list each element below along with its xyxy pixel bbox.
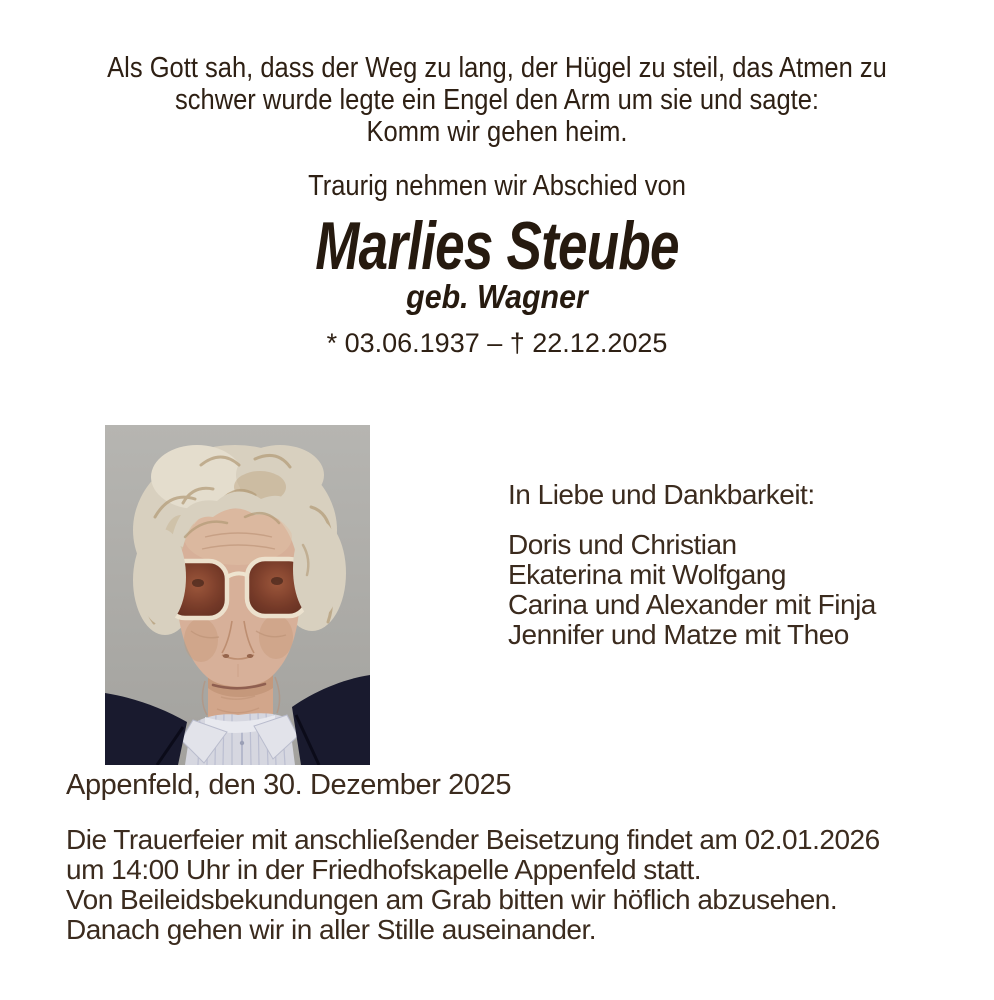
deceased-name: Marlies Steube	[315, 208, 679, 284]
family-line: Doris und Christian	[508, 529, 737, 560]
funeral-line: Die Trauerfeier mit anschließender Beisetzung findet am 02.01.2026	[66, 824, 880, 855]
portrait-photo	[105, 425, 370, 765]
verse-line: schwer wurde legte ein Engel den Arm um sie und sagte:	[174, 84, 820, 116]
condolence-heading: In Liebe und Dankbarkeit:	[508, 479, 815, 510]
funeral-line: Von Beileidsbekundungen am Grab bitten wir höflich abzusehen.	[66, 884, 838, 915]
family-line: Carina und Alexander mit Finja	[508, 589, 876, 620]
verse-line: Komm wir gehen heim.	[366, 116, 628, 148]
life-dates: * 03.06.1937 – † 22.12.2025	[326, 328, 668, 358]
funeral-info	[66, 825, 880, 945]
maiden-name: geb. Wagner	[406, 278, 588, 315]
place-date-line: Appenfeld, den 30. Dezember 2025	[66, 769, 512, 801]
family-line: Ekaterina mit Wolfgang	[508, 559, 786, 590]
funeral-line: Danach gehen wir in aller Stille auseinander.	[66, 914, 597, 945]
family-line: Jennifer und Matze mit Theo	[508, 619, 849, 650]
farewell-intro: Traurig nehmen wir Abschied von	[308, 170, 686, 202]
verse-line: Als Gott sah, dass der Weg zu lang, der Hügel zu steil, das Atmen zu	[107, 52, 887, 84]
condolence-block	[508, 480, 876, 650]
funeral-line: um 14:00 Uhr in der Friedhofskapelle Appenfeld statt.	[66, 854, 701, 885]
memorial-verse	[60, 52, 935, 148]
